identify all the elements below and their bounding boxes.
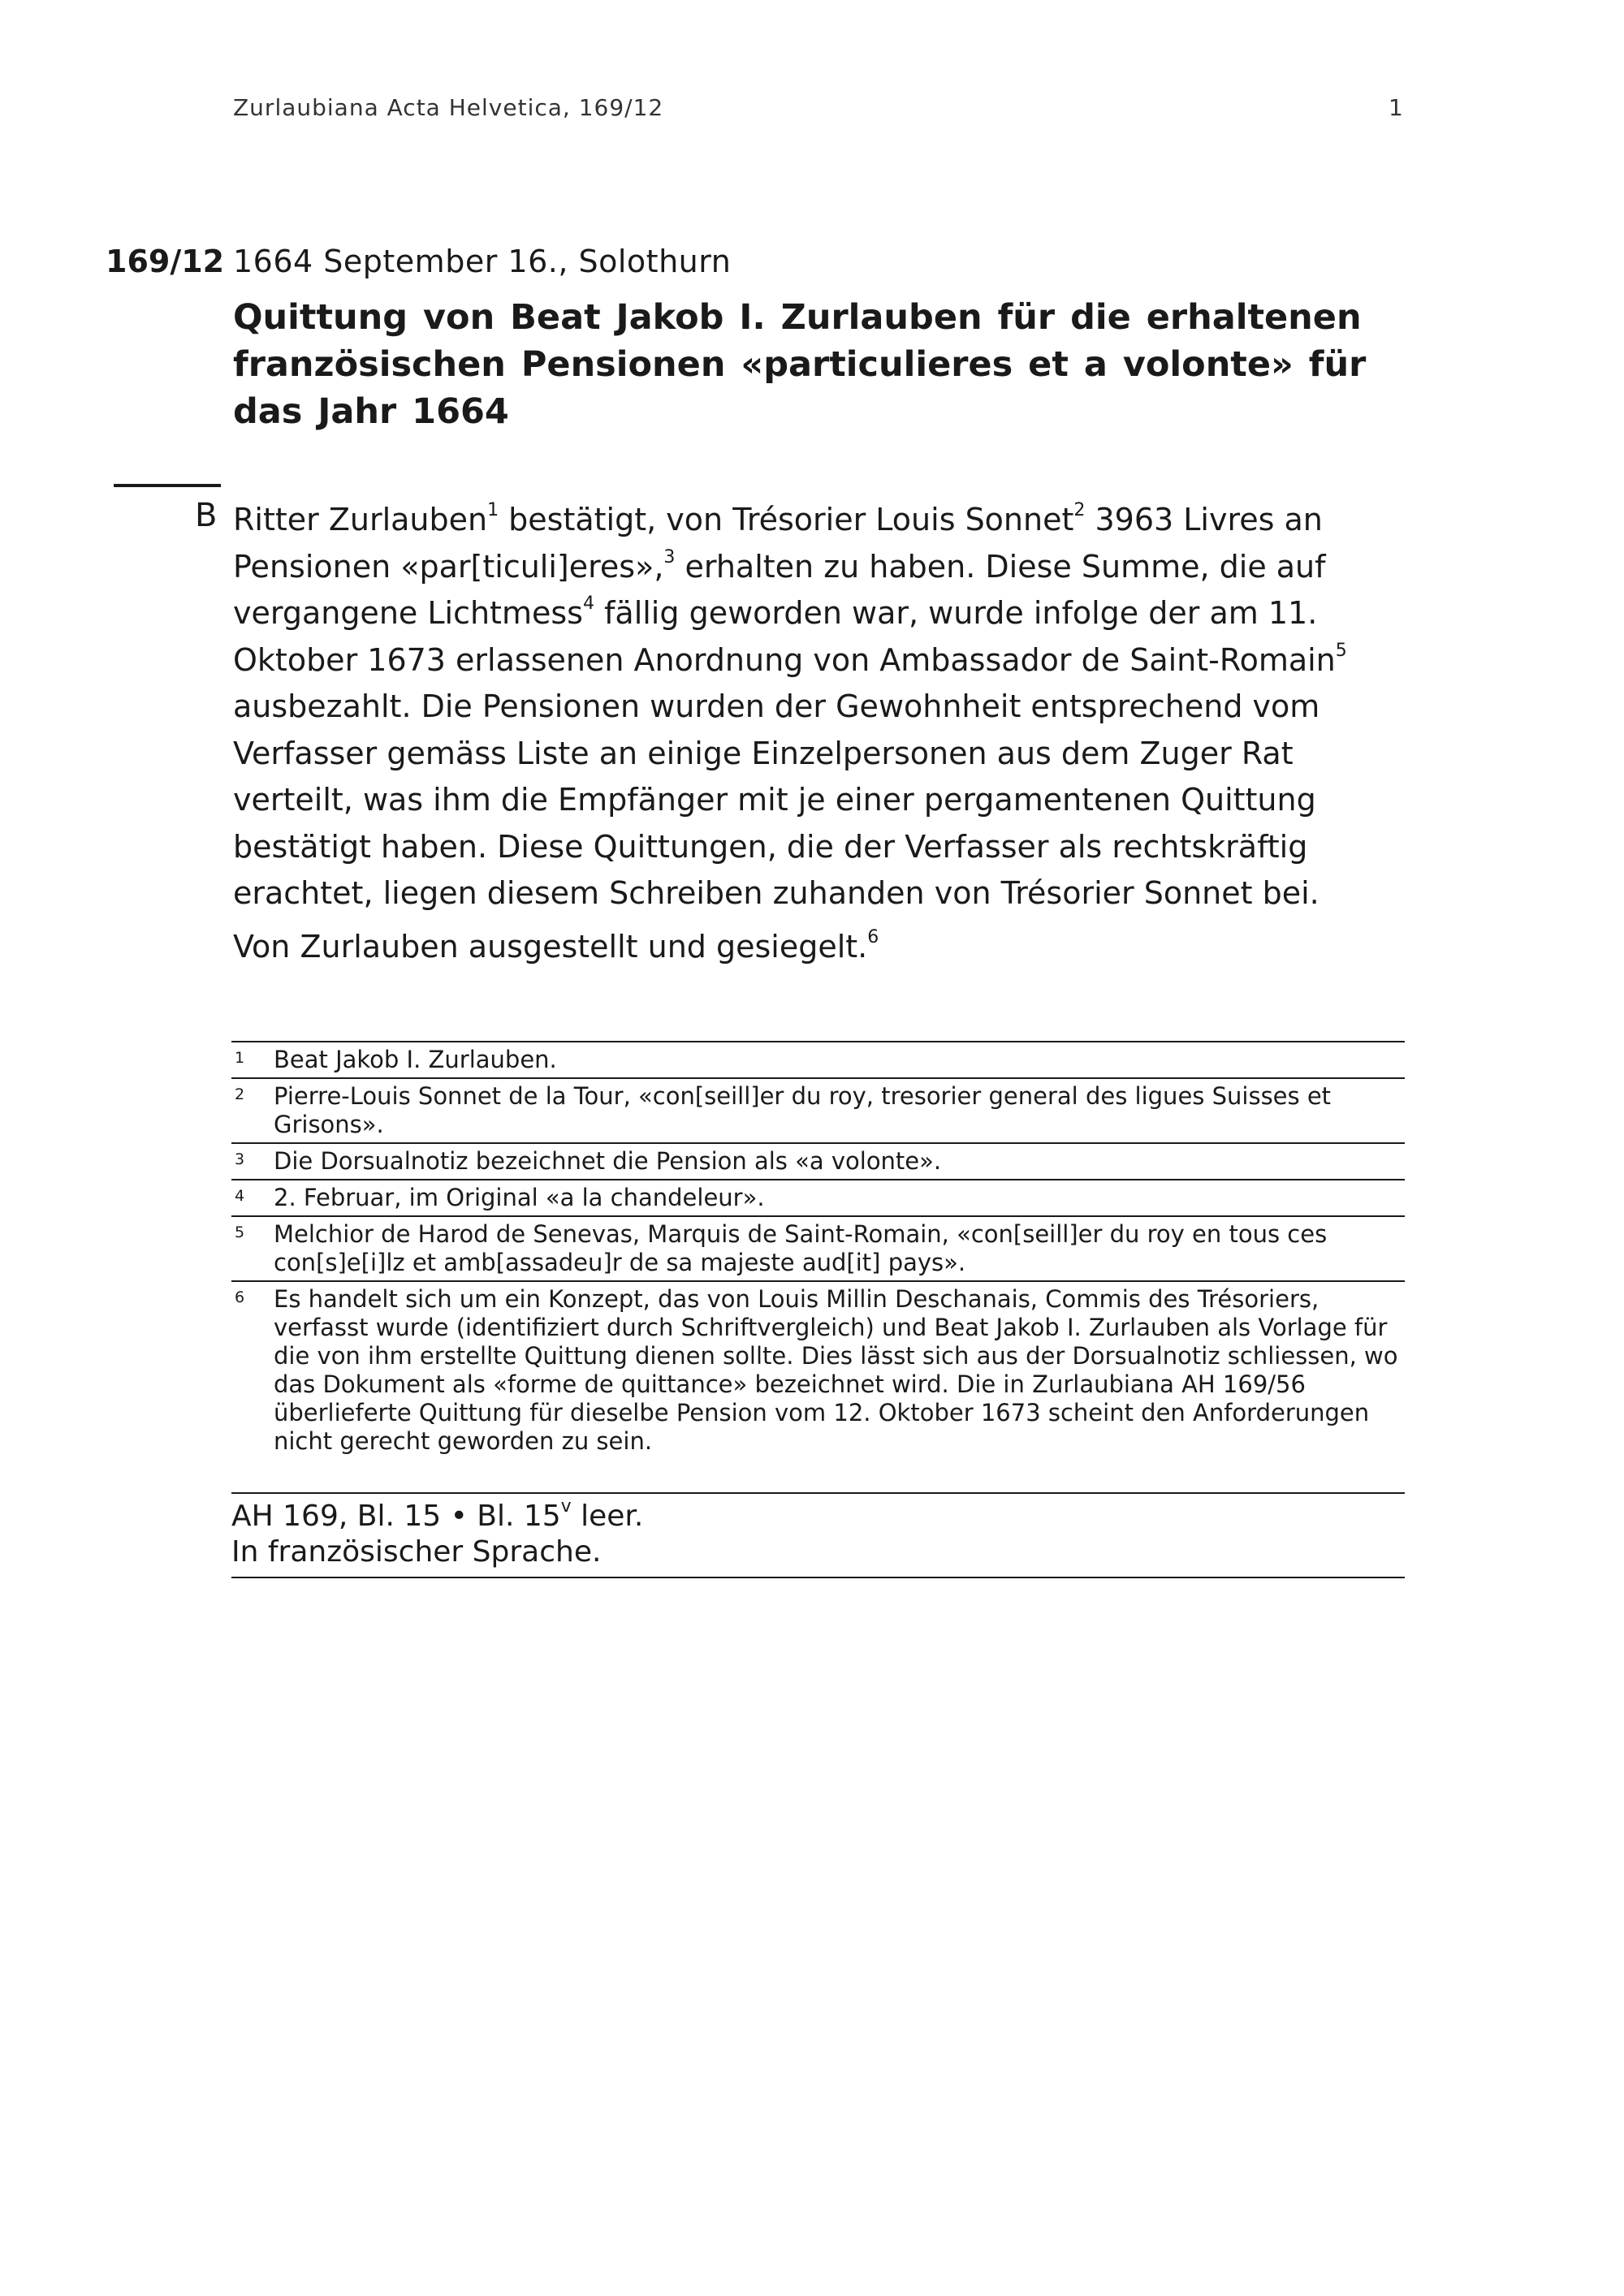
seal-text: Von Zurlauben ausgestellt und gesiegelt. [233, 929, 868, 965]
regest-text-4: erhalten zu haben. Diese Summe, die auf vergangene Lichtmess [233, 548, 1326, 631]
footnote-number: 6 [235, 1288, 245, 1306]
footnote-text: 2. Februar, im Original «a la chandeleur». [274, 1184, 765, 1211]
footnote-1 [231, 1041, 1405, 1077]
footnote-text: Pierre-Louis Sonnet de la Tour, «con[seill]er du roy, tresorier general des ligues Suisses et Grisons». [274, 1082, 1332, 1138]
regest-paragraph [233, 497, 1410, 917]
source-language: In französischer Sprache. [231, 1535, 602, 1569]
verso-mark: v [560, 1496, 572, 1517]
regest-text-2: bestätigt, von Trésorier Louis Sonnet [499, 502, 1074, 537]
footnote-number: 2 [235, 1085, 245, 1103]
footnote-3 [231, 1142, 1405, 1179]
source-shelfmark: AH 169, Bl. 15 • Bl. 15 [231, 1500, 561, 1533]
footnote-number: 5 [235, 1224, 245, 1241]
footnote-ref-4[interactable]: 4 [582, 593, 594, 615]
footnote-text: Melchior de Harod de Senevas, Marquis de Saint-Romain, «con[seill]er du roy en tous ces con[s]e[i]lz et amb[assadeu]r de sa majeste aud[it] pays». [274, 1220, 1328, 1276]
footnote-list [231, 1041, 1405, 1459]
running-title: Zurlaubiana Acta Helvetica, 169/12 [233, 94, 664, 121]
footnote-ref-1[interactable]: 1 [487, 500, 499, 521]
document-title: Quittung von Beat Jakob I. Zurlauben für die erhaltenen französischen Pensionen «particulieres et a volonte» für das Jahr 1664 [233, 297, 1367, 432]
footnote-number: 3 [235, 1150, 245, 1168]
footnote-text: Es handelt sich um ein Konzept, das von Louis Millin Deschanais, Commis des Trésoriers, verfasst wurde (identifiziert durch Schriftvergleich) und Beat Jakob I. Zurlauben als Vorlage für die von ihm erstellte Quittung dienen sollte. Dies lässt sich aus der Dorsualnotiz schliessen, wo das Dokument als «forme de quittance» bezeichnet wird. Die in Zurlaubiana AH 169/56 überlieferte Quittung für dieselbe Pension vom 12. Oktober 1673 scheint den Anforderungen nicht gerecht geworden zu sein. [274, 1285, 1398, 1455]
document-date-place: 1664 September 16., Solothurn [233, 244, 732, 279]
footnote-ref-5[interactable]: 5 [1335, 640, 1347, 661]
footnote-ref-6[interactable]: 6 [867, 927, 879, 948]
regest-text-6: ausbezahlt. Die Pensionen wurden der Gewohnheit entsprechend vom Verfasser gemäss Liste an einige Einzelpersonen aus dem Zuger Rat verteilt, was ihm die Empfänger mit je einer pergamentenen Quittung bestätigt haben. Diese Quittungen, die der Verfasser als rechtskräftig erachtet, liegen diesem Schreiben zuhanden von Trésorier Sonnet bei. [233, 688, 1320, 911]
margin-rule [114, 484, 221, 487]
source-blank-note: leer. [571, 1500, 644, 1533]
seal-paragraph [233, 929, 1410, 965]
footnote-ref-2[interactable]: 2 [1073, 500, 1086, 521]
footnote-number: 4 [235, 1187, 245, 1205]
page-number: 1 [1389, 94, 1403, 121]
regest-text-5: fällig geworden war, wurde infolge der am 11. Oktober 1673 erlassenen Anordnung von Ambassador de Saint-Romain [233, 595, 1336, 678]
footnote-text: Die Dorsualnotiz bezeichnet die Pension als «a volonte». [274, 1147, 942, 1175]
source-shelfmark-line [231, 1496, 1405, 1534]
footnote-4 [231, 1179, 1405, 1215]
footnote-6 [231, 1280, 1405, 1459]
regest-text-3: 3963 Livres an Pensionen «par[ticuli]eres», [233, 502, 1323, 585]
footnote-ref-3[interactable]: 3 [663, 546, 676, 568]
footnote-number: 1 [235, 1049, 245, 1067]
margin-letter: B [195, 497, 218, 534]
footnote-text: Beat Jakob I. Zurlauben. [274, 1046, 557, 1073]
source-block [231, 1492, 1405, 1578]
footnote-2 [231, 1077, 1405, 1142]
regest-text-1: Ritter Zurlauben [233, 502, 488, 537]
footnote-5 [231, 1215, 1405, 1280]
document-number: 169/12 [106, 244, 225, 279]
